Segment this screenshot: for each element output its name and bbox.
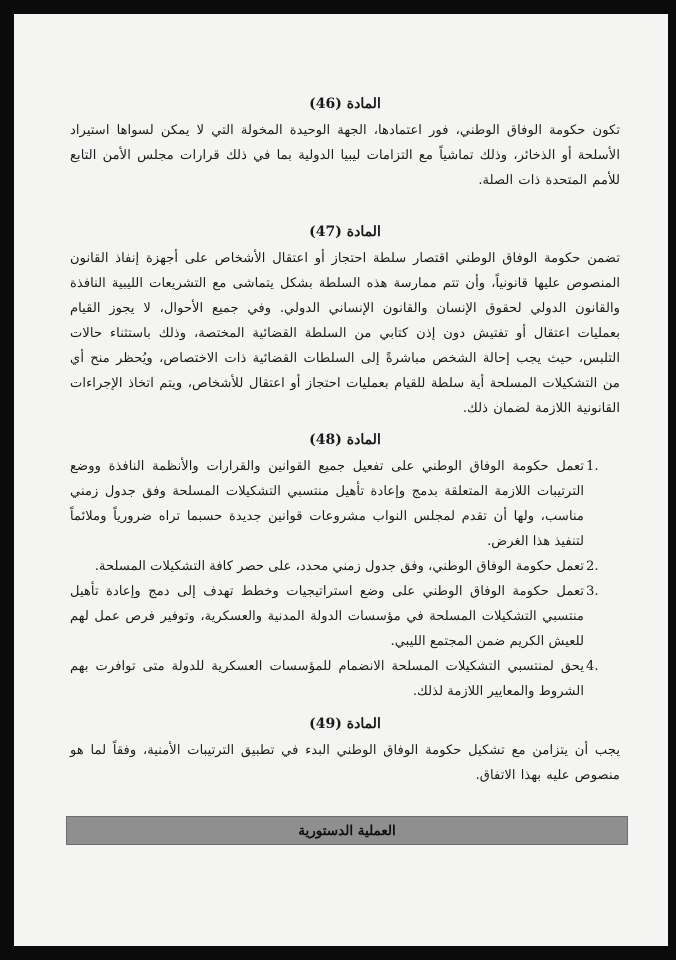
article-48 xyxy=(70,430,620,704)
item-text: تعمل حكومة الوفاق الوطني على تفعيل جميع القوانين والقرارات والأنظمة النافذة ووضع الترتيبات اللازمة المتعلقة بدمج وإعادة تأهيل منتسبي التشكيلات المسلحة وفق جدول زمني مناسب، ولها أن تقدم لمجلس النواب مشروعات قوانين جديدة حسبما تراه ضرورياً وملائماً لتنفيذ هذا الغرض. xyxy=(70,459,584,549)
list-item xyxy=(70,579,608,654)
article-title xyxy=(70,714,620,734)
item-text: تعمل حكومة الوفاق الوطني، وفق جدول زمني محدد، على حصر كافة التشكيلات المسلحة. xyxy=(94,559,584,574)
list-item xyxy=(70,554,608,579)
article-number: (49) xyxy=(309,716,342,732)
article-label: المادة xyxy=(346,716,381,732)
article-number: (47) xyxy=(309,224,342,240)
document-page xyxy=(14,14,668,946)
item-number: 2. xyxy=(586,559,599,574)
list-item xyxy=(70,454,608,554)
article-number: (46) xyxy=(309,96,342,112)
item-number: 4. xyxy=(586,659,599,674)
article-title xyxy=(70,222,620,242)
article-paragraph: تضمن حكومة الوفاق الوطني اقتصار سلطة احتجاز أو اعتقال الأشخاص على أجهزة إنفاذ القانون المنصوص عليها قانونياً، وأن تتم ممارسة هذه السلطة بشكل يتماشى مع التشريعات الليبية النافذة والقانون الدولي لحقوق الإنسان والقانون الإنساني الدولي. وفي جميع الأحوال، لا يجوز القيام بعمليات اعتقال أو تفتيش دون إذن كتابي من السلطة القضائية المختصة، وذلك باستثناء حالات التلبس، حيث يجب إحالة الشخص مباشرةً إلى السلطات القضائية ذات الاختصاص، ويُحظر منح أي من التشكيلات المسلحة أية سلطة للقيام بعمليات احتجاز أو اعتقال للأشخاص، ويتم اتخاذ الإجراءات القانونية اللازمة لضمان ذلك. xyxy=(70,251,620,416)
article-label: المادة xyxy=(346,96,381,112)
article-paragraph: تكون حكومة الوفاق الوطني، فور اعتمادها، الجهة الوحيدة المخولة التي لا يمكن لسواها استيراد الأسلحة أو الذخائر، وذلك تماشياً مع التزامات ليبيا الدولية بما في ذلك قرارات مجلس الأمن التابع للأمم المتحدة ذات الصلة. xyxy=(70,123,620,188)
article-title xyxy=(70,94,620,114)
article-label: المادة xyxy=(346,432,381,448)
article-items-list xyxy=(70,454,620,704)
item-text: تعمل حكومة الوفاق الوطني على وضع استراتيجيات وخطط تهدف إلى دمج وإعادة تأهيل منتسبي التشكيلات المسلحة في مؤسسات الدولة المدنية والعسكرية، وتوفير فرص عمل لهم للعيش الكريم ضمن المجتمع الليبي. xyxy=(70,584,584,649)
item-text: يحق لمنتسبي التشكيلات المسلحة الانضمام للمؤسسات العسكرية للدولة متى توافرت بهم الشروط والمعايير اللازمة لذلك. xyxy=(70,659,584,699)
article-46 xyxy=(70,94,620,193)
section-heading-banner: العملية الدستورية xyxy=(66,816,628,845)
article-number: (48) xyxy=(309,432,342,448)
article-49 xyxy=(70,714,620,788)
item-number: 1. xyxy=(586,459,599,474)
article-title xyxy=(70,430,620,450)
item-number: 3. xyxy=(586,584,599,599)
article-label: المادة xyxy=(346,224,381,240)
list-item xyxy=(70,654,608,704)
article-47 xyxy=(70,222,620,421)
article-paragraph: يجب أن يتزامن مع تشكيل حكومة الوفاق الوطني البدء في تطبيق الترتيبات الأمنية، وفقاً لما هو منصوص عليه بهذا الاتفاق. xyxy=(70,743,620,783)
